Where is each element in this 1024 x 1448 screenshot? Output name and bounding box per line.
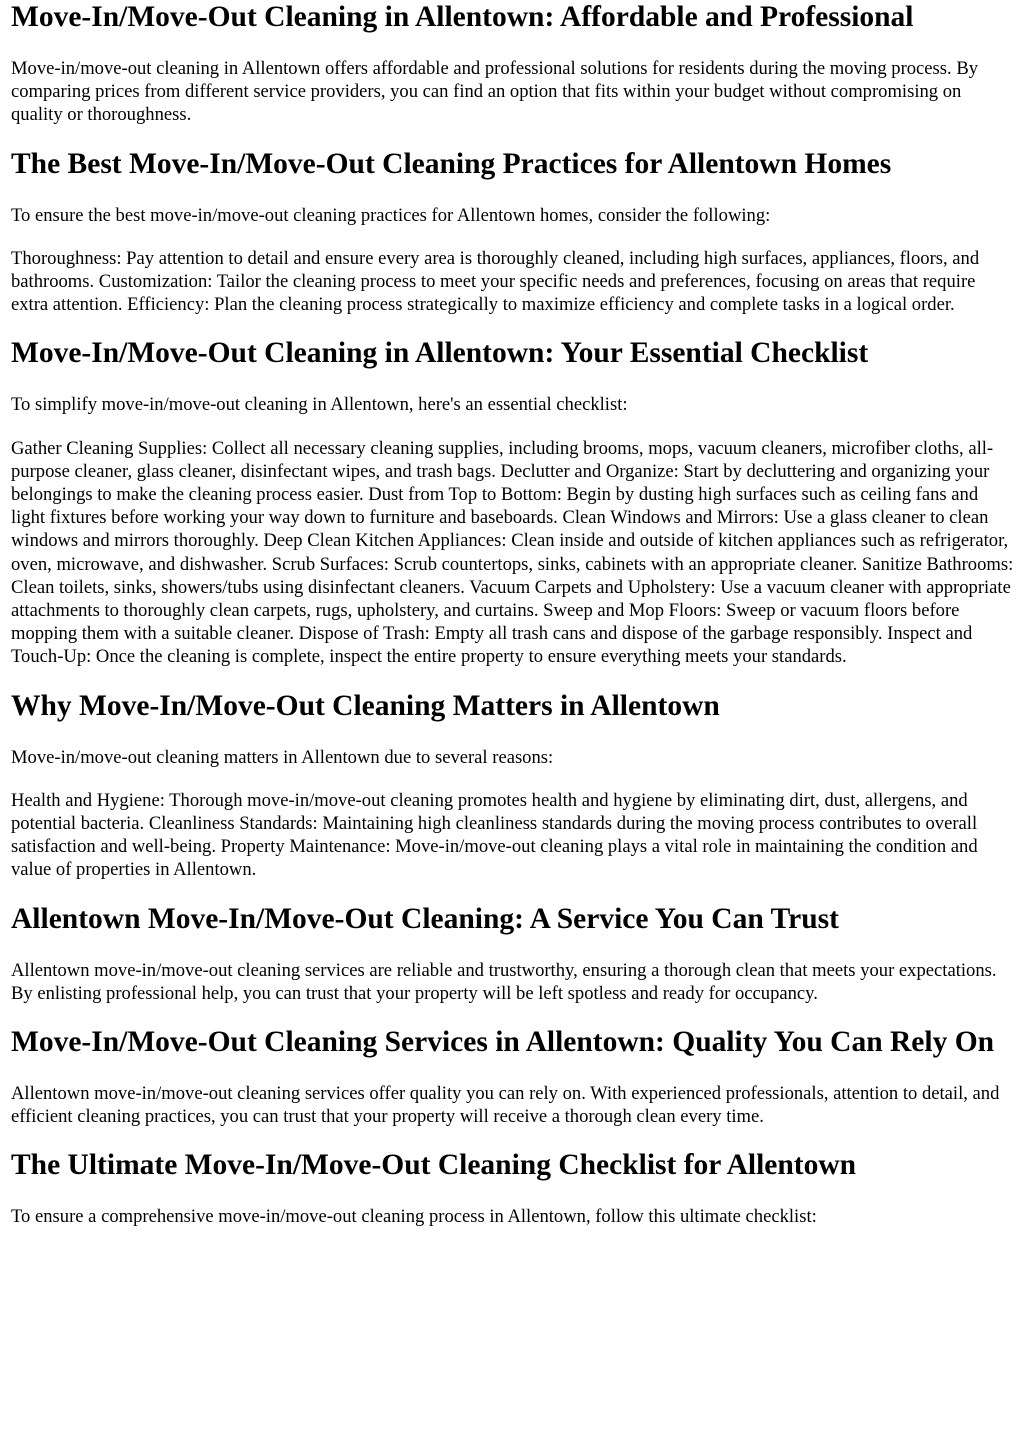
section-heading: Move-In/Move-Out Cleaning in Allentown: Affordable and Professional	[11, 1, 914, 33]
section-paragraph: Allentown move-in/move-out cleaning services offer quality you can rely on. With experienced professionals, attention to detail, and efficient cleaning practices, you can trust that your property will receive a thorough clean every time.	[11, 1083, 1000, 1128]
section-paragraph: Move-in/move-out cleaning in Allentown offers affordable and professional solutions for residents during the moving process. By comparing prices from different service providers, you can find an option that fits within your budget without compromising on quality or thoroughness.	[11, 58, 979, 126]
section-heading: Why Move-In/Move-Out Cleaning Matters in Allentown	[11, 689, 720, 722]
section-heading: Move-In/Move-Out Cleaning Services in Allentown: Quality You Can Rely On	[11, 1026, 995, 1059]
section-paragraph: Gather Cleaning Supplies: Collect all necessary cleaning supplies, including brooms, mops, vacuum cleaners, microfiber cloths, all-purpose cleaner, glass cleaner, disinfectant wipes, and trash bags. Declutter and Organize: Start by decluttering and organizing your belongings to make the cleaning process easier. Dust from Top to Bottom: Begin by dusting high surfaces such as ceiling fans and light fixtures before working your way down to furniture and baseboards. Clean Windows and Mirrors: Use a glass cleaner to clean windows and mirrors thoroughly. Deep Clean Kitchen Appliances: Clean inside and outside of kitchen appliances such as refrigerator, oven, microwave, and dishwasher. Scrub Surfaces: Scrub countertops, sinks, cabinets with an appropriate cleaner. Sanitize Bathrooms: Clean toilets, sinks, showers/tubs using disinfectant cleaners. Vacuum Carpets and Upholstery: Use a vacuum cleaner with appropriate attachments to thoroughly clean carpets, rugs, upholstery, and curtains. Sweep and Mop Floors: Sweep or vacuum floors before mopping them with a suitable cleaner. Dispose of Trash: Empty all trash cans and dispose of the garbage responsibly. Inspect and Touch-Up: Once the cleaning is complete, inspect the entire property to ensure everything meets your standards.	[11, 437, 1014, 668]
section-heading: Allentown Move-In/Move-Out Cleaning: A Service You Can Trust	[11, 902, 839, 935]
section-paragraph: Health and Hygiene: Thorough move-in/move-out cleaning promotes health and hygiene by eliminating dirt, dust, allergens, and potential bacteria. Cleanliness Standards: Maintaining high cleanliness standards during the moving process contributes to overall satisfaction and well-being. Property Maintenance: Move-in/move-out cleaning plays a vital role in maintaining the condition and value of properties in Allentown.	[11, 789, 978, 881]
section-ultimate-checklist	[11, 1148, 1014, 1228]
section-paragraph: Thoroughness: Pay attention to detail and ensure every area is thoroughly cleaned, including high surfaces, appliances, floors, and bathrooms. Customization: Tailor the cleaning process to meet your specific needs and preferences, focusing on areas that require extra attention. Efficiency: Plan the cleaning process strategically to maximize efficiency and complete tasks in a logical order.	[11, 247, 980, 316]
section-paragraph: Allentown move-in/move-out cleaning services are reliable and trustworthy, ensuring a thorough clean that meets your expectations. By enlisting professional help, you can trust that your property will be left spotless and ready for occupancy.	[11, 959, 997, 1004]
article	[11, 0, 1014, 1229]
section-heading: The Ultimate Move-In/Move-Out Cleaning Checklist for Allentown	[11, 1149, 857, 1182]
section-quality-you-can-rely-on	[11, 1025, 1014, 1128]
section-service-you-can-trust	[11, 902, 1014, 1005]
section-why-it-matters	[11, 689, 1014, 882]
section-paragraph: To ensure a comprehensive move-in/move-out cleaning process in Allentown, follow this ultimate checklist:	[11, 1206, 817, 1228]
section-heading: The Best Move-In/Move-Out Cleaning Practices for Allentown Homes	[11, 147, 892, 180]
section-best-practices	[11, 147, 1014, 317]
section-essential-checklist	[11, 336, 1014, 668]
section-affordable-professional	[11, 0, 1014, 127]
section-paragraph: To simplify move-in/move-out cleaning in Allentown, here's an essential checklist:	[11, 394, 628, 416]
section-paragraph: Move-in/move-out cleaning matters in Allentown due to several reasons:	[11, 746, 554, 768]
section-heading: Move-In/Move-Out Cleaning in Allentown: Your Essential Checklist	[11, 337, 869, 370]
section-paragraph: To ensure the best move-in/move-out cleaning practices for Allentown homes, consider the following:	[11, 204, 771, 226]
